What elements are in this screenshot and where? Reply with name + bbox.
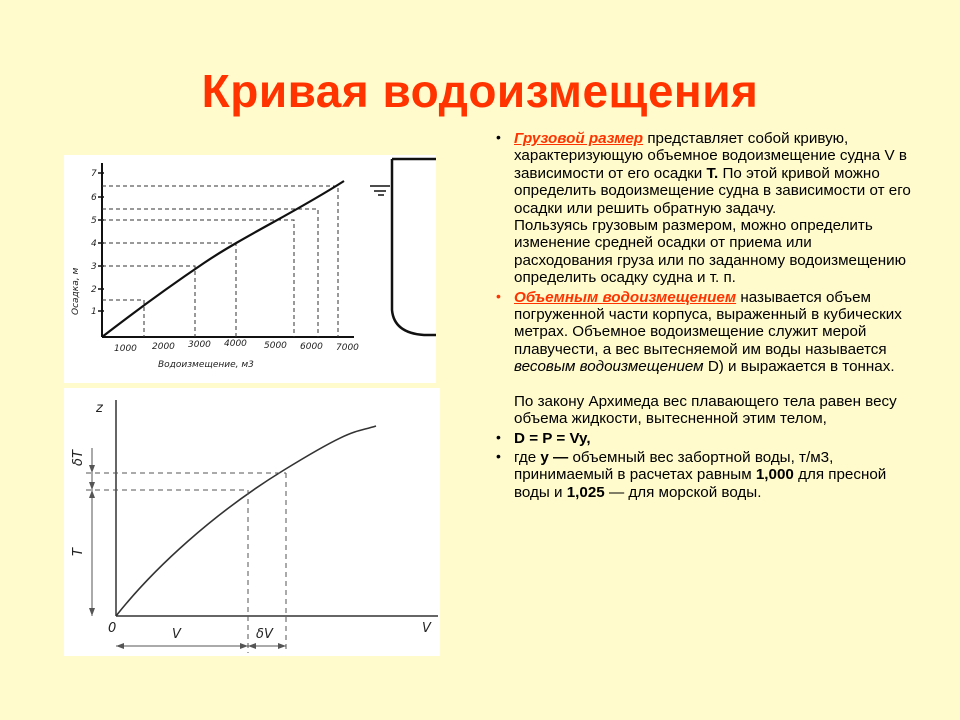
displacement-curve-svg — [64, 155, 436, 383]
delta-v-label: δV — [256, 627, 273, 642]
bullet-paragraph — [514, 289, 914, 376]
x-tick-label: 2000 — [152, 342, 175, 352]
formula-text: D = P = Vy, — [514, 429, 591, 447]
bullet-text: D) и выражается в тоннах. — [703, 358, 895, 376]
bullet-dot-icon: • — [496, 287, 501, 304]
term-link[interactable]: Грузовой размер — [514, 130, 644, 147]
x-axis-title: Водоизмещение, м3 — [158, 360, 254, 370]
displacement-curve-figure — [64, 155, 436, 383]
displacement-curve — [102, 181, 344, 337]
bold-text: 1,025 — [566, 483, 605, 501]
bullet-text: — для морской воды. — [604, 483, 762, 501]
bullet-dot-icon: • — [496, 129, 501, 145]
bullet-item — [496, 287, 914, 428]
italic-text: весовым водоизмещением — [514, 358, 704, 376]
bold-text: y — — [540, 448, 569, 466]
y-tick-label: 4 — [91, 239, 97, 249]
bullet-dot-icon: • — [496, 428, 501, 445]
bullet-item — [496, 447, 914, 501]
bullet-item — [496, 129, 914, 287]
y-tick-label: 6 — [91, 193, 97, 203]
bullet-text: По этой кривой можно определить водоизмещение судна в зависимости от его осадки или решить обратную задачу. — [514, 164, 911, 217]
text-column — [496, 129, 914, 501]
x-tick-label: 4000 — [224, 339, 247, 349]
volume-v-label: V — [172, 627, 181, 642]
y-tick-label: 2 — [91, 285, 97, 295]
bullet-text: объемный вес забортной воды, т/м3, принимаемый в расчетах равным — [514, 448, 834, 484]
term-link[interactable]: Объемным водоизмещением — [514, 288, 737, 306]
hull-outline — [392, 159, 436, 335]
y-tick-label: 3 — [91, 262, 97, 272]
volume-curve — [116, 426, 376, 616]
x-tick-label: 1000 — [114, 344, 137, 354]
draft-t-label: T — [71, 548, 86, 556]
bullet-text: представляет собой кривую, характеризующую объемное водоизмещение судна V в зависимости от его осадки — [514, 130, 907, 182]
bullet-text: где — [514, 448, 541, 466]
bullet-item — [496, 428, 914, 447]
v-axis-label: V — [422, 621, 431, 636]
y-tick-label: 5 — [91, 216, 97, 226]
bullet-paragraph — [514, 130, 914, 217]
z-axis-label: z — [96, 401, 103, 416]
x-tick-label: 5000 — [264, 341, 287, 351]
slide-title: Кривая водоизмещения — [201, 65, 759, 117]
x-tick-label: 6000 — [300, 342, 323, 352]
y-tick-label: 1 — [91, 307, 97, 317]
y-axis-title: Осадка, м — [71, 267, 81, 315]
x-tick-label: 3000 — [188, 340, 211, 350]
bullet-text: называется объем погруженной части корпуса, выраженный в кубических метрах. Объемное водоизмещение служит мерой плавучести, а вес вытесняемой им воды называется — [514, 288, 902, 358]
bullet-paragraph — [514, 449, 914, 501]
continuation-paragraph: Пользуясь грузовым размером, можно определить изменение средней осадки от приема или расходования груза или по заданному водоизмещению определить осадку судна и т. п. — [514, 217, 907, 287]
bullet-dot-icon: • — [496, 447, 501, 464]
x-tick-label: 7000 — [336, 343, 359, 353]
bullet-text: для пресной воды и — [514, 466, 887, 501]
volume-draft-schematic — [64, 388, 440, 656]
origin-label: 0 — [108, 621, 117, 636]
volume-draft-svg — [64, 388, 440, 656]
bold-text: Т. — [706, 164, 719, 182]
continuation-paragraph: По закону Архимеда вес плавающего тела равен весу объема жидкости, вытесненной этим телом, — [514, 392, 897, 428]
delta-t-label: δT — [71, 450, 86, 466]
y-tick-label: 7 — [91, 169, 97, 179]
bold-text: 1,000 — [755, 466, 794, 484]
